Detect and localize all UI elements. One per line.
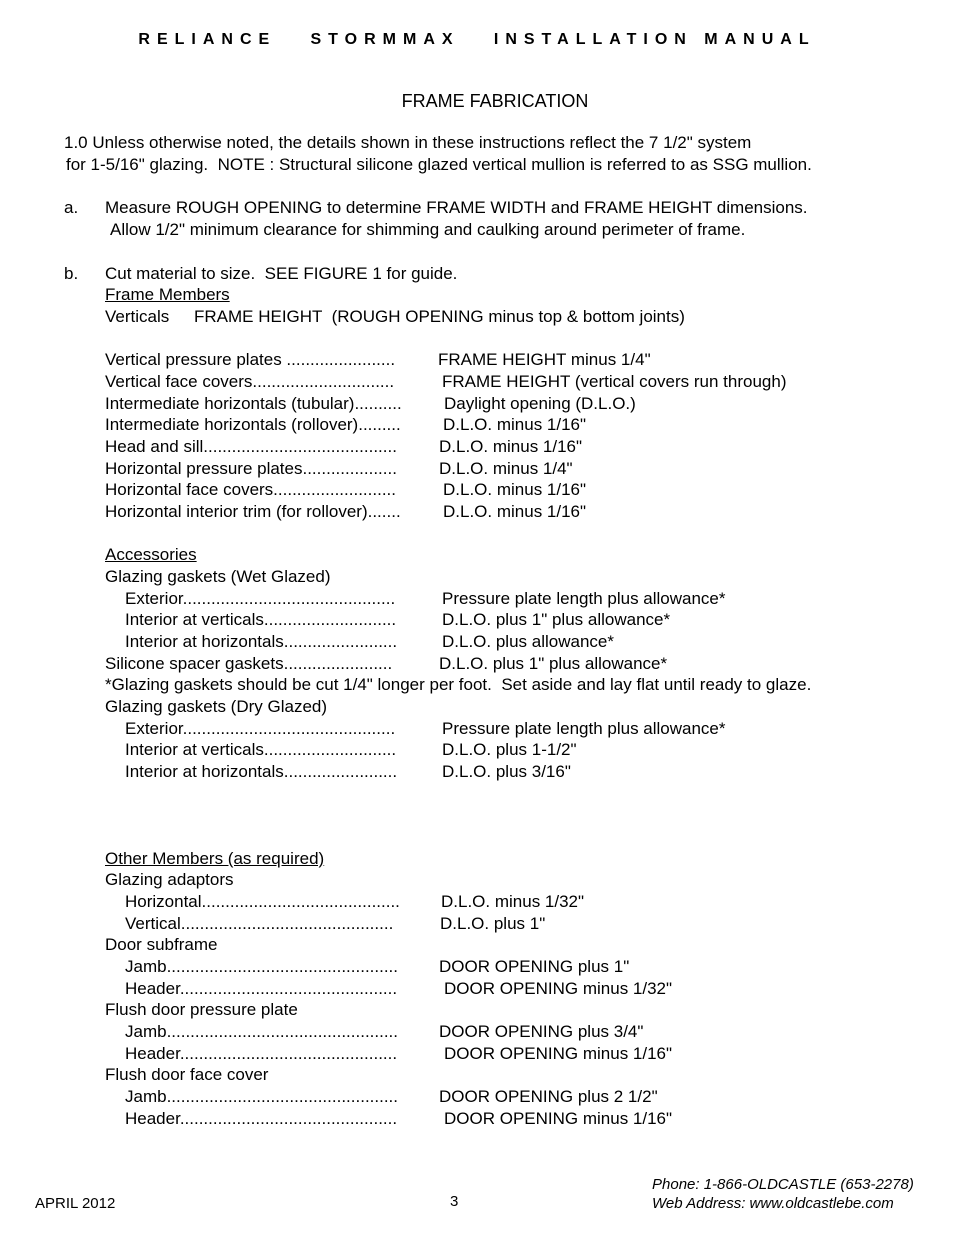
other-row-value: D.L.O. plus 1" [440,914,546,933]
footer-phone: Phone: 1-866-OLDCASTLE (653-2278) [652,1176,914,1193]
frame-row-value: Daylight opening (D.L.O.) [444,394,636,413]
frame-row-value: D.L.O. minus 1/16" [443,415,587,434]
other-row-label: Header.............................................. [125,979,398,998]
frame-row-label: Intermediate horizontals (rollover)......... [105,415,401,434]
manual-header: RELIANCE STORMMAX INSTALLATION MANUAL [138,31,816,48]
wet-row-value: D.L.O. plus 1" plus allowance* [442,610,671,629]
footer-web-address: Web Address: www.oldcastlebe.com [652,1195,894,1212]
dry-row-value: D.L.O. plus 3/16" [442,762,571,781]
frame-row-label: Horizontal interior trim (for rollover)....... [105,502,401,521]
dry-row-label: Interior at horizontals........................ [125,762,398,781]
other-row-label: Jamb................................................. [125,957,399,976]
accessories-heading: Accessories [105,545,197,564]
step-b-marker: b. [64,264,79,283]
spacer-gaskets-label: Silicone spacer gaskets....................... [105,654,393,673]
group-title: Glazing adaptors [105,870,234,889]
frame-row-value: D.L.O. minus 1/4" [439,459,573,478]
other-row-value: DOOR OPENING plus 2 1/2" [439,1087,658,1106]
dry-row-value: Pressure plate length plus allowance* [442,719,726,738]
wet-row-label: Interior at horizontals........................ [125,632,398,651]
group-title: Flush door pressure plate [105,1000,298,1019]
step-a-line-2: Allow 1/2" minimum clearance for shimming and caulking around perimeter of frame. [110,220,746,239]
frame-row-value: D.L.O. minus 1/16" [443,502,587,521]
verticals-value: FRAME HEIGHT (ROUGH OPENING minus top & bottom joints) [194,307,685,326]
step-b-text: Cut material to size. SEE FIGURE 1 for guide. [105,264,458,283]
other-row-label: Vertical............................................. [125,914,394,933]
other-row-value: DOOR OPENING plus 1" [439,957,630,976]
dry-glazed-heading: Glazing gaskets (Dry Glazed) [105,697,328,716]
wet-row-value: D.L.O. plus allowance* [442,632,614,651]
other-row-value: DOOR OPENING minus 1/16" [444,1109,673,1128]
page-number: 3 [450,1193,459,1210]
frame-row-value: FRAME HEIGHT minus 1/4" [438,350,651,369]
other-members-heading: Other Members (as required) [105,849,325,868]
frame-row-label: Head and sill......................................... [105,437,397,456]
spacer-gaskets-value: D.L.O. plus 1" plus allowance* [439,654,668,673]
dry-row-value: D.L.O. plus 1-1/2" [442,740,577,759]
frame-row-label: Horizontal pressure plates.................... [105,459,397,478]
dry-row-label: Exterior............................................. [125,719,396,738]
frame-row-value: FRAME HEIGHT (vertical covers run through) [442,372,787,391]
frame-row-value: D.L.O. minus 1/16" [439,437,583,456]
section-title: FRAME FABRICATION [401,91,589,111]
other-row-label: Horizontal.......................................... [125,892,400,911]
wet-row-label: Interior at verticals............................ [125,610,397,629]
group-title: Door subframe [105,935,218,954]
frame-row-label: Vertical face covers.............................. [105,372,395,391]
frame-row-label: Vertical pressure plates ....................... [105,350,396,369]
step-a-marker: a. [64,198,79,217]
other-row-value: DOOR OPENING minus 1/16" [444,1044,673,1063]
frame-row-label: Horizontal face covers.......................... [105,480,396,499]
step-a-line-1: Measure ROUGH OPENING to determine FRAME WIDTH and FRAME HEIGHT dimensions. [105,198,808,217]
other-row-value: DOOR OPENING minus 1/32" [444,979,673,998]
intro-line-1: 1.0 Unless otherwise noted, the details shown in these instructions reflect the 7 1/2" system [64,133,752,152]
other-row-value: D.L.O. minus 1/32" [441,892,585,911]
wet-row-label: Exterior............................................. [125,589,396,608]
intro-line-2: for 1-5/16" glazing. NOTE : Structural silicone glazed vertical mullion is referred to as SSG mullion. [66,155,812,174]
other-row-label: Jamb................................................. [125,1022,399,1041]
wet-row-value: Pressure plate length plus allowance* [442,589,726,608]
dry-row-label: Interior at verticals............................ [125,740,397,759]
frame-members-heading: Frame Members [105,285,230,304]
other-row-label: Header.............................................. [125,1109,398,1128]
other-row-label: Jamb................................................. [125,1087,399,1106]
frame-row-label: Intermediate horizontals (tubular).......... [105,394,402,413]
gasket-note: *Glazing gaskets should be cut 1/4" longer per foot. Set aside and lay flat until ready to glaze. [105,675,812,694]
group-title: Flush door face cover [105,1065,269,1084]
footer-date: APRIL 2012 [35,1195,116,1212]
wet-glazed-heading: Glazing gaskets (Wet Glazed) [105,567,331,586]
verticals-label: Verticals [105,307,170,326]
frame-row-value: D.L.O. minus 1/16" [443,480,587,499]
other-row-label: Header.............................................. [125,1044,398,1063]
other-row-value: DOOR OPENING plus 3/4" [439,1022,644,1041]
